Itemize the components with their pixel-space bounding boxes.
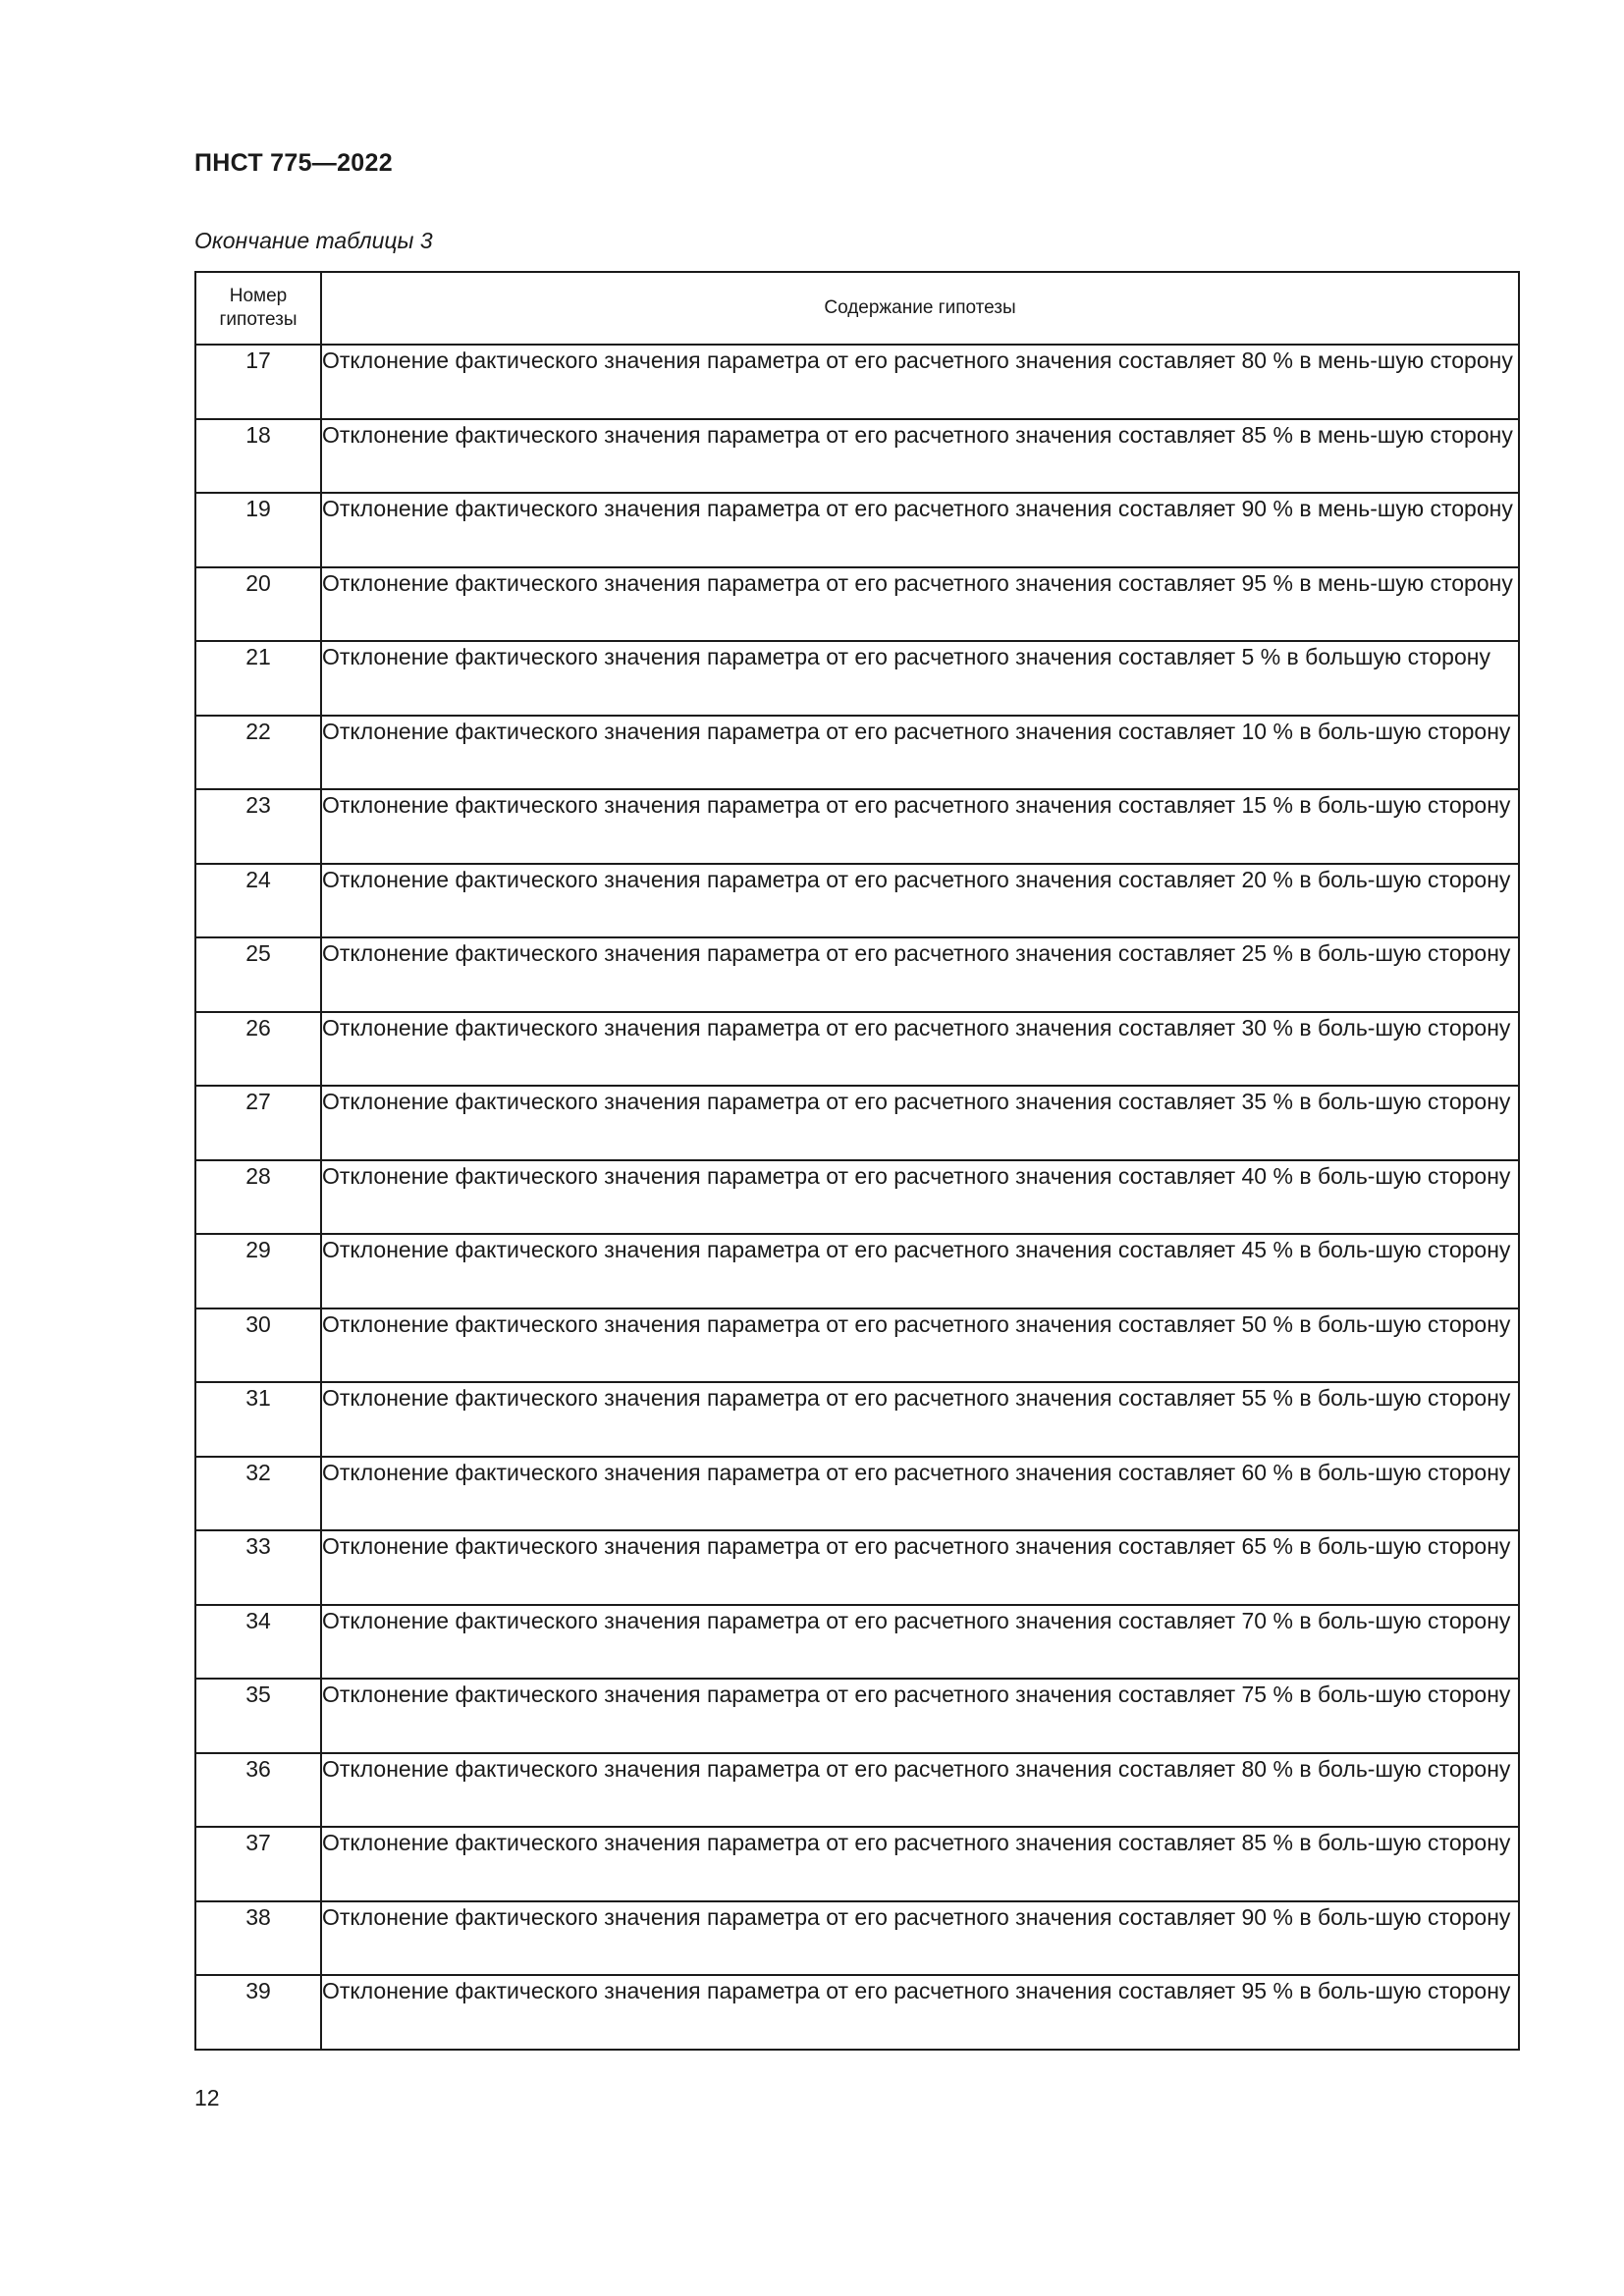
table-row (195, 1308, 1519, 1383)
hypothesis-content-cell: Отклонение фактического значения параметра от его расчетного значения составляет 25 % в боль-шую сторону (321, 937, 1519, 1012)
hypothesis-number-cell: 39 (195, 1975, 321, 2050)
hypothesis-number-cell: 17 (195, 345, 321, 419)
hypothesis-content-cell: Отклонение фактического значения параметра от его расчетного значения составляет 70 % в боль-шую сторону (321, 1605, 1519, 1680)
table-row (195, 1457, 1519, 1531)
hypothesis-number-cell: 29 (195, 1234, 321, 1308)
hypothesis-content-cell: Отклонение фактического значения параметра от его расчетного значения составляет 55 % в боль-шую сторону (321, 1382, 1519, 1457)
hypothesis-content-cell: Отклонение фактического значения параметра от его расчетного значения составляет 75 % в боль-шую сторону (321, 1679, 1519, 1753)
hypothesis-content-cell: Отклонение фактического значения параметра от его расчетного значения составляет 10 % в боль-шую сторону (321, 716, 1519, 790)
hypothesis-content-cell: Отклонение фактического значения параметра от его расчетного значения составляет 45 % в боль-шую сторону (321, 1234, 1519, 1308)
hypotheses-table (194, 271, 1520, 2051)
hypothesis-number-cell: 25 (195, 937, 321, 1012)
hypothesis-number-cell: 31 (195, 1382, 321, 1457)
hypothesis-number-cell: 28 (195, 1160, 321, 1235)
table-row (195, 1827, 1519, 1901)
hypothesis-content-cell: Отклонение фактического значения параметра от его расчетного значения составляет 60 % в боль-шую сторону (321, 1457, 1519, 1531)
table-row (195, 1160, 1519, 1235)
hypothesis-number-cell: 33 (195, 1530, 321, 1605)
table-row (195, 419, 1519, 494)
hypothesis-number-cell: 32 (195, 1457, 321, 1531)
hypothesis-number-cell: 34 (195, 1605, 321, 1680)
hypothesis-number-cell: 30 (195, 1308, 321, 1383)
hypothesis-number-cell: 21 (195, 641, 321, 716)
table-row (195, 864, 1519, 938)
hypothesis-number-cell: 19 (195, 493, 321, 567)
table-row (195, 1382, 1519, 1457)
hypothesis-content-cell: Отклонение фактического значения параметра от его расчетного значения составляет 85 % в боль-шую сторону (321, 1827, 1519, 1901)
document-code: ПНСТ 775—2022 (194, 149, 393, 177)
table-row (195, 493, 1519, 567)
hypothesis-content-cell: Отклонение фактического значения параметра от его расчетного значения составляет 15 % в боль-шую сторону (321, 789, 1519, 864)
hypothesis-content-cell: Отклонение фактического значения параметра от его расчетного значения составляет 80 % в боль-шую сторону (321, 1753, 1519, 1828)
hypothesis-number-cell: 37 (195, 1827, 321, 1901)
hypothesis-number-cell: 38 (195, 1901, 321, 1976)
hypothesis-content-cell: Отклонение фактического значения параметра от его расчетного значения составляет 95 % в мень-шую сторону (321, 567, 1519, 642)
hypothesis-content-cell: Отклонение фактического значения параметра от его расчетного значения составляет 5 % в большую сторону (321, 641, 1519, 716)
column-header-content: Содержание гипотезы (321, 272, 1519, 345)
hypothesis-number-cell: 35 (195, 1679, 321, 1753)
hypothesis-content-cell: Отклонение фактического значения параметра от его расчетного значения составляет 50 % в боль-шую сторону (321, 1308, 1519, 1383)
hypothesis-content-cell: Отклонение фактического значения параметра от его расчетного значения составляет 90 % в боль-шую сторону (321, 1901, 1519, 1976)
column-header-number: Номер гипотезы (195, 272, 321, 345)
table-caption: Окончание таблицы 3 (194, 228, 433, 253)
table-row (195, 345, 1519, 419)
table-row (195, 716, 1519, 790)
hypothesis-number-cell: 22 (195, 716, 321, 790)
hypothesis-number-cell: 26 (195, 1012, 321, 1087)
table-row (195, 1530, 1519, 1605)
hypothesis-content-cell: Отклонение фактического значения параметра от его расчетного значения составляет 20 % в боль-шую сторону (321, 864, 1519, 938)
table-row (195, 1234, 1519, 1308)
table-body (195, 345, 1519, 2050)
hypothesis-content-cell: Отклонение фактического значения параметра от его расчетного значения составляет 80 % в мень-шую сторону (321, 345, 1519, 419)
table-row (195, 1901, 1519, 1976)
table-row (195, 1753, 1519, 1828)
table-header (195, 272, 1519, 345)
table-row (195, 1012, 1519, 1087)
hypothesis-content-cell: Отклонение фактического значения параметра от его расчетного значения составляет 40 % в боль-шую сторону (321, 1160, 1519, 1235)
table-row (195, 1605, 1519, 1680)
hypothesis-content-cell: Отклонение фактического значения параметра от его расчетного значения составляет 35 % в боль-шую сторону (321, 1086, 1519, 1160)
hypothesis-content-cell: Отклонение фактического значения параметра от его расчетного значения составляет 30 % в боль-шую сторону (321, 1012, 1519, 1087)
page-number: 12 (194, 2085, 220, 2110)
hypothesis-content-cell: Отклонение фактического значения параметра от его расчетного значения составляет 95 % в боль-шую сторону (321, 1975, 1519, 2050)
hypothesis-content-cell: Отклонение фактического значения параметра от его расчетного значения составляет 65 % в боль-шую сторону (321, 1530, 1519, 1605)
hypothesis-number-cell: 18 (195, 419, 321, 494)
table-row (195, 1679, 1519, 1753)
hypothesis-content-cell: Отклонение фактического значения параметра от его расчетного значения составляет 90 % в мень-шую сторону (321, 493, 1519, 567)
hypothesis-number-cell: 36 (195, 1753, 321, 1828)
table-row (195, 789, 1519, 864)
table-row (195, 1975, 1519, 2050)
hypothesis-number-cell: 20 (195, 567, 321, 642)
hypothesis-number-cell: 23 (195, 789, 321, 864)
hypothesis-content-cell: Отклонение фактического значения параметра от его расчетного значения составляет 85 % в мень-шую сторону (321, 419, 1519, 494)
table-header-row (195, 272, 1519, 345)
table-row (195, 641, 1519, 716)
hypothesis-number-cell: 24 (195, 864, 321, 938)
table-row (195, 937, 1519, 1012)
table-row (195, 1086, 1519, 1160)
hypothesis-number-cell: 27 (195, 1086, 321, 1160)
table-row (195, 567, 1519, 642)
